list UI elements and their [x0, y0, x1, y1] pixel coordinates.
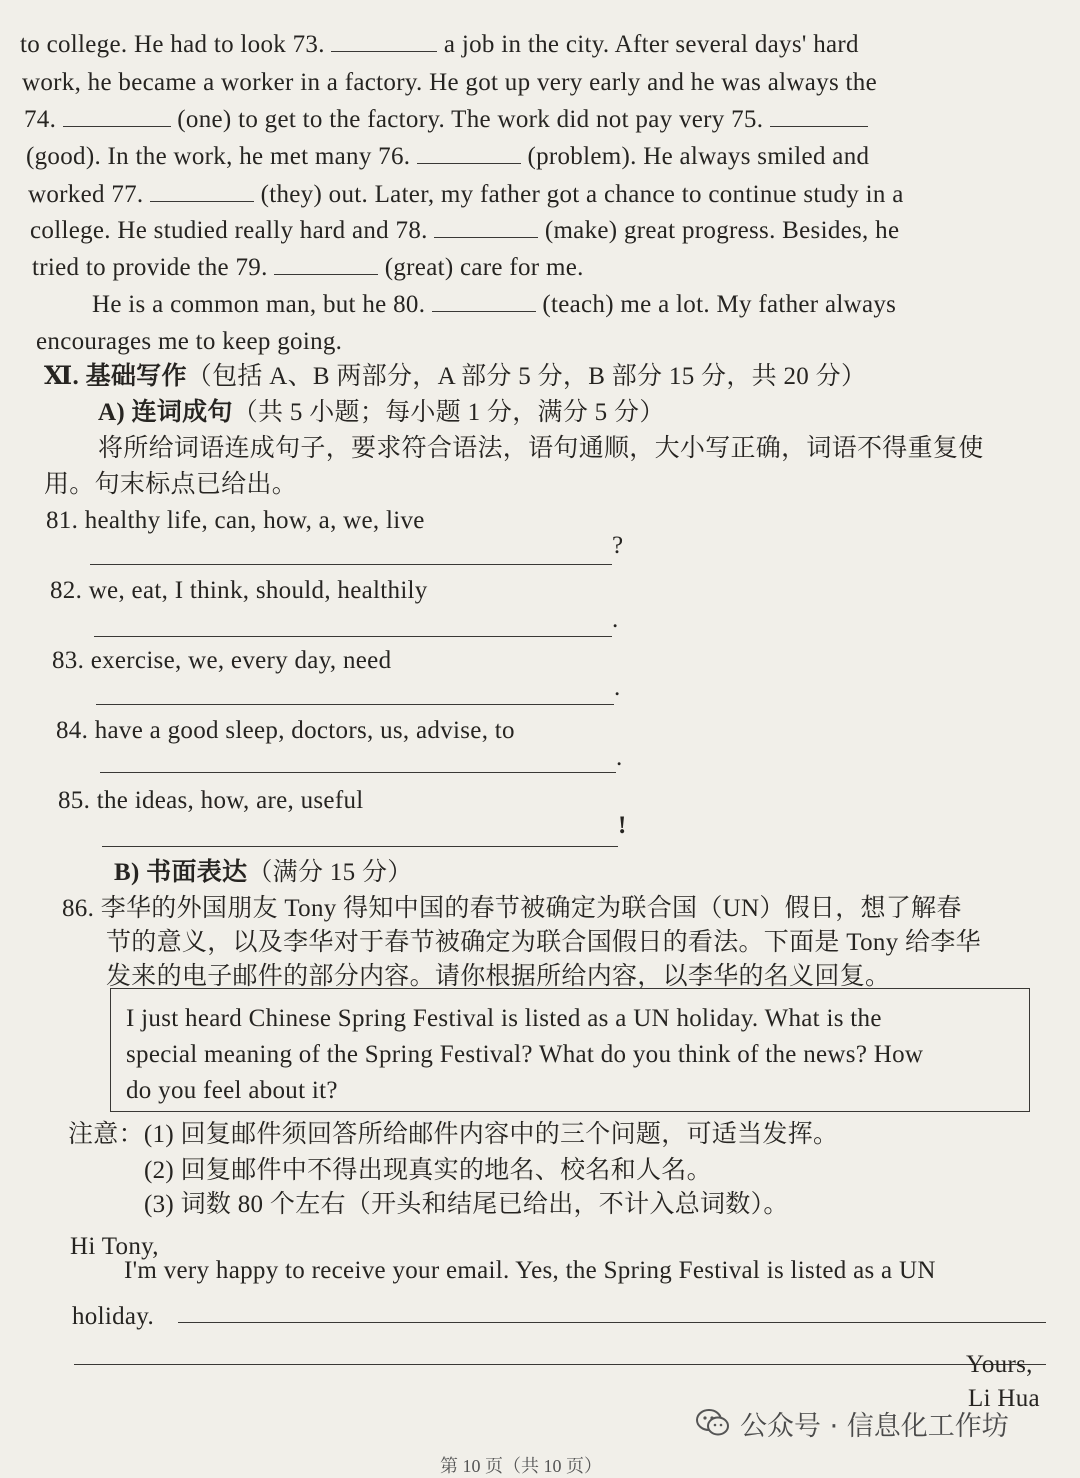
question-text: 节的意义，以及李华对于春节被确定为联合国假日的看法。下面是 Tony 给李华	[106, 929, 981, 956]
cloze-text: tried to provide the 79.	[32, 254, 268, 281]
section-title: Ⅺ. 基础写作	[44, 363, 187, 390]
cloze-text: college. He studied really hard and 78.	[30, 217, 428, 244]
section-heading	[44, 362, 866, 392]
blank-73[interactable]	[331, 33, 437, 52]
answer-line-82[interactable]	[94, 636, 612, 637]
blank-74[interactable]	[63, 108, 171, 127]
end-punctuation: .	[616, 744, 623, 771]
watermark	[696, 1406, 1009, 1440]
email-text: do you feel about it?	[126, 1077, 338, 1104]
cloze-text: 74.	[24, 106, 57, 133]
note-1	[68, 1120, 838, 1150]
part-b-title: B) 书面表达	[114, 859, 248, 886]
cloze-text: (one) to get to the factory. The work did not pay very 75.	[177, 106, 764, 133]
blank-79[interactable]	[274, 256, 378, 275]
part-a-note: （共 5 小题；每小题 1 分，满分 5 分）	[232, 399, 665, 426]
part-a-title: A) 连词成句	[98, 399, 233, 426]
part-a-instruction-1	[98, 434, 984, 464]
answer-line-85[interactable]	[102, 846, 618, 847]
answer-line-83[interactable]	[96, 704, 614, 705]
cloze-line-7	[32, 253, 584, 283]
question-85	[58, 786, 364, 816]
part-b-heading	[114, 858, 413, 888]
email-text: special meaning of the Spring Festival? What do you think of the news? How	[126, 1041, 924, 1068]
end-punctuation: .	[612, 606, 619, 633]
writing-line-2[interactable]	[74, 1364, 1046, 1365]
cloze-text: (great) care for me.	[384, 254, 584, 281]
cloze-text: (they) out. Later, my father got a chance to continue study in a	[260, 181, 904, 208]
cloze-text: worked 77.	[28, 181, 144, 208]
cloze-line-8	[92, 290, 896, 320]
question-text: 83. exercise, we, every day, need	[52, 647, 392, 674]
cloze-line-2	[22, 68, 877, 98]
cloze-line-1	[20, 30, 859, 60]
cloze-text: (make) great progress. Besides, he	[544, 217, 900, 244]
question-text: 81. healthy life, can, how, a, we, live	[46, 507, 425, 534]
instruction-text: 用。句末标点已给出。	[44, 471, 298, 498]
page-footer: 第 10 页（共 10 页）	[440, 1456, 602, 1476]
letter-closing	[966, 1350, 1033, 1380]
end-punctuation: .	[614, 674, 621, 701]
part-a-instruction-2	[44, 470, 297, 500]
question-82	[50, 576, 428, 606]
answer-line-81[interactable]	[90, 564, 612, 565]
blank-80[interactable]	[432, 293, 536, 312]
email-text: I just heard Chinese Spring Festival is listed as a UN holiday. What is the	[126, 1005, 882, 1032]
cloze-text: to college. He had to look 73.	[20, 31, 325, 58]
letter-body-line-1	[124, 1256, 936, 1286]
note-text: (2) 回复邮件中不得出现真实的地名、校名和人名。	[144, 1157, 712, 1184]
cloze-text: He is a common man, but he 80.	[92, 291, 426, 318]
cloze-text: work, he became a worker in a factory. He got up very early and he was always the	[22, 69, 877, 96]
note-text: (3) 词数 80 个左右（开头和结尾已给出，不计入总词数）。	[144, 1191, 789, 1218]
cloze-text: (good). In the work, he met many 76.	[26, 143, 411, 170]
greeting-text: Hi Tony,	[70, 1233, 159, 1260]
watermark-text: 公众号 · 信息化工作坊	[740, 1410, 1009, 1442]
question-text: 发来的电子邮件的部分内容。请你根据所给内容，以李华的名义回复。	[106, 963, 891, 990]
cloze-text: encourages me to keep going.	[36, 328, 343, 355]
cloze-text: a job in the city. After several days' hard	[443, 31, 859, 58]
question-84	[56, 716, 515, 746]
writing-line-1[interactable]	[178, 1322, 1046, 1323]
cloze-line-4	[26, 142, 869, 172]
end-punctuation: !	[618, 812, 627, 839]
blank-78[interactable]	[434, 219, 538, 238]
blank-77[interactable]	[150, 183, 254, 202]
instruction-text: 将所给词语连成句子，要求符合语法，语句通顺，大小写正确，词语不得重复使	[98, 435, 984, 462]
signature-text: Li Hua	[968, 1385, 1040, 1412]
note-text: 注意：(1) 回复邮件须回答所给邮件内容中的三个问题，可适当发挥。	[68, 1121, 839, 1148]
closing-text: Yours,	[966, 1351, 1033, 1378]
cloze-line-6	[30, 216, 899, 246]
note-3	[144, 1190, 789, 1220]
question-81	[46, 506, 425, 536]
cloze-text: (problem). He always smiled and	[527, 143, 870, 170]
letter-text: I'm very happy to receive your email. Yes, the Spring Festival is listed as a UN	[124, 1257, 936, 1284]
email-line-1	[126, 1004, 882, 1034]
cloze-text: (teach) me a lot. My father always	[542, 291, 897, 318]
cloze-line-9	[36, 327, 342, 357]
wechat-icon	[696, 1408, 730, 1438]
section-note: （包括 A、B 两部分，A 部分 5 分，B 部分 15 分，共 20 分）	[186, 363, 867, 390]
part-a-heading	[98, 398, 665, 428]
answer-line-84[interactable]	[100, 772, 616, 773]
question-86-line-2	[106, 928, 981, 958]
note-2	[144, 1156, 712, 1186]
blank-75[interactable]	[770, 108, 868, 127]
email-line-2	[126, 1040, 923, 1070]
part-b-note: （满分 15 分）	[247, 859, 413, 886]
letter-text: holiday.	[72, 1303, 155, 1330]
letter-body-line-2	[72, 1302, 154, 1332]
question-86-line-1	[62, 894, 962, 924]
cloze-line-5	[28, 180, 904, 210]
question-text: 85. the ideas, how, are, useful	[58, 787, 364, 814]
question-83	[52, 646, 391, 676]
question-text: 84. have a good sleep, doctors, us, advise, to	[56, 717, 515, 744]
question-text: 86. 李华的外国朋友 Tony 得知中国的春节被确定为联合国（UN）假日，想了解春	[62, 895, 962, 922]
question-text: 82. we, eat, I think, should, healthily	[50, 577, 428, 604]
cloze-line-3	[24, 105, 868, 135]
blank-76[interactable]	[417, 145, 521, 164]
end-punctuation: ?	[612, 532, 624, 559]
email-line-3	[126, 1076, 338, 1106]
